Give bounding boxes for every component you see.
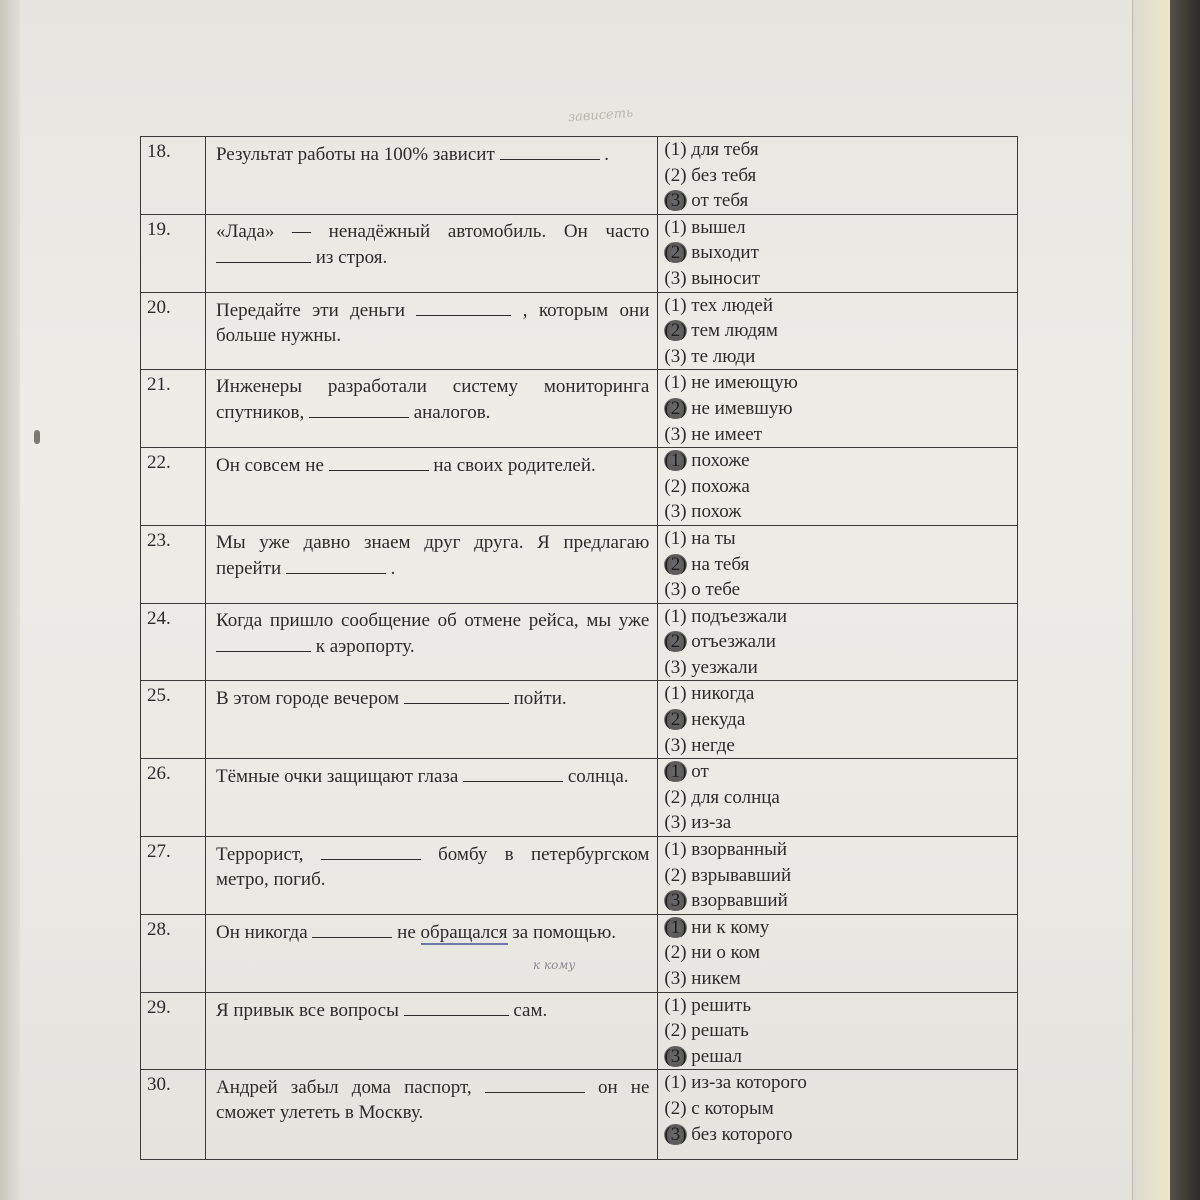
option-text: негде (686, 734, 735, 756)
option-1[interactable] (664, 604, 1017, 630)
question-text (205, 137, 657, 215)
answer-options (658, 837, 1018, 915)
option-text: решить (686, 994, 751, 1016)
question-part-1: «Лада» — ненадёжный автомобиль. Он часто (215, 220, 650, 242)
question-part-2: аналогов. (413, 402, 491, 424)
option-mark: (3) (664, 345, 687, 367)
option-1[interactable] (664, 759, 1017, 785)
question-number: 26. (141, 759, 206, 837)
option-mark: (3) (664, 579, 687, 601)
answer-blank (321, 841, 421, 860)
option-text: похоже (686, 450, 750, 472)
option-text: ни о ком (686, 942, 761, 964)
question-number: 19. (141, 214, 206, 292)
question-part-2: солнца. (567, 766, 629, 788)
option-mark: (2) (664, 864, 687, 886)
option-1[interactable] (664, 526, 1017, 552)
option-text: выносит (686, 267, 761, 289)
question-text (205, 1070, 657, 1160)
option-1[interactable] (664, 293, 1017, 319)
option-mark: (1) (664, 683, 687, 705)
question-number: 28. (141, 914, 206, 992)
option-mark: (2) (664, 631, 687, 653)
option-2[interactable] (664, 785, 1017, 811)
option-mark: (3) (664, 734, 687, 756)
option-text: взрывавший (686, 864, 792, 886)
option-3[interactable] (664, 1122, 1017, 1148)
option-2[interactable] (664, 474, 1017, 500)
question-part-2: . (604, 144, 610, 165)
answer-blank (216, 244, 311, 263)
option-text: для тебя (686, 139, 759, 160)
question-part-1: В этом городе вечером (215, 688, 404, 710)
option-mark: (2) (664, 397, 687, 419)
question-number: 23. (141, 525, 206, 603)
option-text: тех людей (686, 294, 773, 316)
option-2[interactable] (664, 240, 1017, 266)
question-part-2: пойти. (513, 688, 567, 710)
question-text (205, 759, 657, 837)
option-mark: (2) (664, 242, 687, 264)
answer-blank (286, 555, 386, 574)
option-1[interactable] (664, 448, 1017, 474)
question-text (205, 681, 657, 759)
option-3[interactable] (664, 966, 1017, 992)
test-table (140, 136, 1018, 1160)
option-text: похожа (686, 475, 750, 497)
answer-options (658, 370, 1018, 448)
option-text: уезжали (686, 656, 758, 678)
option-mark: (2) (664, 942, 687, 964)
question-row (141, 1070, 1018, 1160)
question-number: 30. (141, 1070, 206, 1160)
answer-options (658, 525, 1018, 603)
answer-blank (404, 685, 509, 704)
question-part-2: к аэропорту. (315, 635, 415, 657)
option-2[interactable] (664, 940, 1017, 966)
handwritten-note: зависеть (567, 105, 634, 126)
option-text: тем людям (686, 320, 778, 342)
option-2[interactable] (664, 396, 1017, 422)
question-row (141, 448, 1018, 526)
answer-options (658, 992, 1018, 1070)
option-mark: (3) (664, 968, 687, 989)
option-3[interactable] (664, 266, 1017, 292)
option-1[interactable] (664, 993, 1017, 1019)
option-text: не имеющую (686, 372, 798, 394)
option-mark: (3) (664, 890, 687, 912)
answer-blank (463, 763, 563, 782)
background-table (1170, 0, 1200, 1200)
option-mark: (3) (664, 1045, 687, 1067)
question-row (141, 837, 1018, 915)
question-part-1: Передайте эти деньги (215, 299, 417, 321)
option-text: о тебе (686, 579, 741, 601)
option-2[interactable] (664, 552, 1017, 578)
option-text: вышел (686, 216, 746, 238)
option-text: некуда (686, 709, 746, 731)
option-mark: (3) (664, 501, 687, 523)
background-stack-edge (1131, 0, 1172, 1200)
question-part-1: Террорист, (215, 844, 321, 866)
option-mark: (2) (664, 475, 687, 497)
handwritten-scribble: к кому (533, 958, 576, 972)
option-3[interactable] (664, 499, 1017, 525)
option-1[interactable] (664, 1070, 1017, 1096)
option-mark: (1) (664, 216, 687, 238)
question-number: 22. (141, 448, 206, 526)
question-text (205, 292, 657, 370)
question-row (141, 759, 1018, 837)
answer-blank (312, 919, 392, 938)
option-mark: (2) (664, 1020, 687, 1042)
option-3[interactable] (664, 1044, 1017, 1070)
option-3[interactable] (664, 422, 1017, 448)
question-number: 25. (141, 681, 206, 759)
question-part-1: Он никогда (215, 921, 313, 943)
option-text: отъезжали (686, 631, 776, 653)
option-mark: (1) (664, 994, 687, 1016)
option-mark: (3) (664, 1123, 687, 1145)
option-text: никогда (686, 683, 755, 705)
option-mark: (1) (664, 139, 687, 160)
option-text: решал (686, 1045, 742, 1067)
question-part-2: он не сможет улететь в Москву. (215, 1077, 650, 1124)
answer-options (658, 681, 1018, 759)
option-text: ни к кому (686, 916, 770, 938)
question-text (205, 603, 657, 681)
question-row (141, 370, 1018, 448)
option-3[interactable] (664, 733, 1017, 759)
option-2[interactable] (664, 318, 1017, 344)
option-mark: (1) (664, 527, 687, 549)
question-part-2: сам. (513, 999, 548, 1021)
question-row (141, 137, 1018, 215)
option-text: без тебя (686, 164, 757, 186)
question-text (205, 914, 657, 992)
option-text: никем (686, 968, 741, 989)
option-text: взорвавший (686, 890, 788, 912)
option-1[interactable] (664, 370, 1017, 396)
answer-options (658, 1070, 1018, 1160)
option-mark: (3) (664, 656, 687, 678)
option-1[interactable] (664, 681, 1017, 707)
option-text: без которого (686, 1123, 793, 1145)
answer-options (658, 603, 1018, 681)
option-text: на тебя (686, 553, 750, 575)
option-text: из-за которого (686, 1072, 807, 1094)
option-3[interactable] (664, 655, 1017, 681)
answer-blank (404, 997, 509, 1016)
question-number: 27. (141, 837, 206, 915)
option-mark: (1) (664, 916, 687, 938)
question-part-2: . (390, 557, 396, 579)
question-number: 29. (141, 992, 206, 1070)
question-part-1: Когда пришло сообщение об отмене рейса, мы уже (215, 609, 650, 631)
option-3[interactable] (664, 188, 1017, 214)
option-3[interactable] (664, 810, 1017, 836)
question-part-1: Он совсем не (215, 455, 329, 477)
answer-options (658, 914, 1018, 992)
question-part-2: бомбу в петербургском метро, погиб. (215, 844, 650, 891)
option-2[interactable] (664, 863, 1017, 889)
answer-options (658, 759, 1018, 837)
question-part-1: Тёмные очки защищают глаза (215, 766, 464, 788)
option-text: с которым (686, 1097, 774, 1119)
option-mark: (3) (664, 190, 687, 212)
option-mark: (1) (664, 605, 687, 627)
option-text: решать (686, 1020, 749, 1042)
option-2[interactable] (664, 707, 1017, 733)
question-number: 24. (141, 603, 206, 681)
option-2[interactable] (664, 629, 1017, 655)
option-mark: (2) (664, 1097, 687, 1119)
option-text: от (686, 761, 709, 783)
option-text: из-за (686, 812, 732, 834)
staple (34, 430, 40, 444)
option-text: на ты (686, 527, 736, 549)
answer-blank (329, 452, 429, 471)
option-mark: (3) (664, 812, 687, 834)
option-mark: (2) (664, 164, 687, 186)
question-row (141, 214, 1018, 292)
option-2[interactable] (664, 1018, 1017, 1044)
option-mark: (2) (664, 786, 687, 808)
question-row (141, 681, 1018, 759)
question-part-1: Результат работы на 100% зависит (215, 144, 500, 165)
option-text: похож (686, 501, 742, 523)
option-mark: (1) (664, 839, 687, 861)
question-number: 21. (141, 370, 206, 448)
question-row (141, 914, 1018, 992)
option-3[interactable] (664, 344, 1017, 370)
option-mark: (1) (664, 372, 687, 394)
question-part-1: Инженеры разработали систему мониторинга спутников, (215, 376, 650, 424)
option-mark: (1) (664, 450, 687, 472)
handwritten-underline: обращался (420, 921, 508, 943)
question-text (205, 370, 657, 448)
answer-options (658, 292, 1018, 370)
question-text (205, 525, 657, 603)
answer-options (658, 214, 1018, 292)
question-row (141, 992, 1018, 1070)
option-1[interactable] (664, 837, 1017, 863)
option-mark: (3) (664, 423, 687, 445)
question-row (141, 292, 1018, 370)
question-number: 20. (141, 292, 206, 370)
question-part-2: , которым они больше нужны. (215, 299, 650, 346)
question-part-1: Мы уже давно знаем друг друга. Я предлагаю перейти (215, 531, 650, 579)
option-mark: (1) (664, 761, 687, 783)
answer-blank (216, 633, 311, 652)
answer-blank (309, 399, 409, 418)
question-part-2: не обращался за помощью. (397, 921, 617, 943)
answer-options (658, 448, 1018, 526)
question-part-1: Я привык все вопросы (215, 999, 404, 1021)
option-text: те люди (686, 345, 756, 367)
answer-blank (485, 1074, 585, 1093)
question-number: 18. (141, 137, 206, 215)
option-text: не имеет (686, 423, 762, 445)
question-row (141, 525, 1018, 603)
answer-blank (500, 141, 600, 160)
option-text: от тебя (686, 190, 749, 212)
option-1[interactable] (664, 215, 1017, 241)
option-1[interactable] (664, 915, 1017, 941)
option-mark: (2) (664, 320, 687, 342)
option-mark: (1) (664, 294, 687, 316)
option-3[interactable] (664, 888, 1017, 914)
option-text: не имевшую (686, 397, 793, 419)
option-text: выходит (686, 242, 759, 264)
answer-blank (416, 297, 511, 316)
option-3[interactable] (664, 577, 1017, 603)
question-part-2: на своих родителей. (433, 455, 596, 477)
question-text (205, 992, 657, 1070)
question-part-1: Андрей забыл дома паспорт, (215, 1077, 485, 1099)
option-mark: (3) (664, 267, 687, 289)
question-text (205, 837, 657, 915)
option-mark: (2) (664, 553, 687, 575)
option-mark: (1) (664, 1072, 687, 1094)
option-1[interactable] (664, 137, 1017, 163)
option-text: подъезжали (686, 605, 788, 627)
question-part-2: из строя. (315, 246, 388, 268)
option-2[interactable] (664, 1096, 1017, 1122)
option-mark: (2) (664, 709, 687, 731)
question-row (141, 603, 1018, 681)
background-page-edge (0, 0, 20, 1200)
question-text (205, 448, 657, 526)
answer-options (658, 137, 1018, 215)
option-2[interactable] (664, 163, 1017, 189)
option-text: взорванный (686, 839, 788, 861)
question-text (205, 214, 657, 292)
option-text: для солнца (686, 786, 780, 808)
